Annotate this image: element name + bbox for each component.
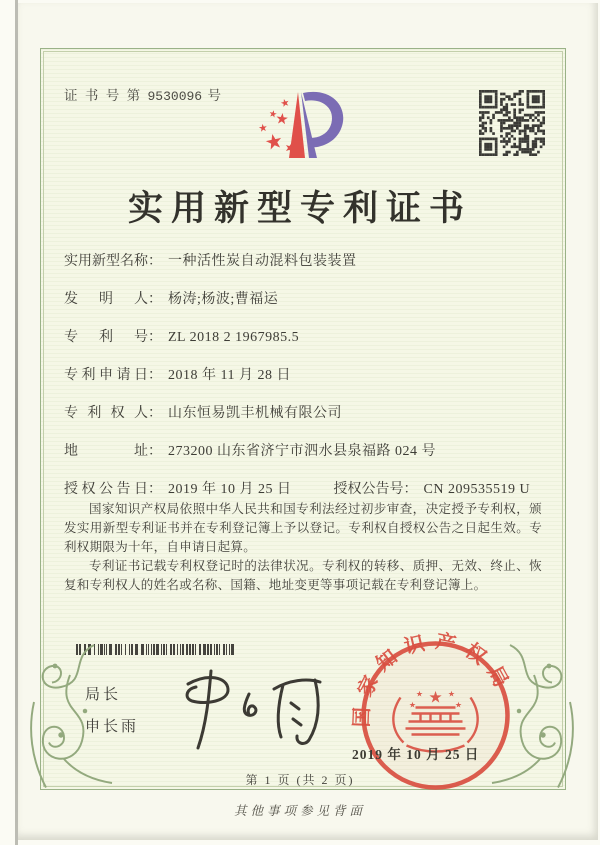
- field-patentee: [64, 402, 544, 425]
- field-utility-model-name: [64, 250, 544, 273]
- grant-number-pair: [334, 478, 531, 501]
- svg-text:★: ★: [454, 700, 463, 710]
- qr-code: [479, 90, 545, 156]
- field-address: [64, 440, 544, 463]
- seal-date: 2019 年 10 月 25 日: [352, 747, 480, 762]
- field-label: 专利权人: [64, 406, 148, 421]
- svg-text:★: ★: [408, 700, 417, 710]
- field-colon: ：: [148, 406, 162, 421]
- grant-announcement-row: [64, 478, 544, 501]
- grant-number-value: CN 209535519 U: [423, 482, 531, 497]
- field-value: 273200 山东省济宁市泗水县泉福路 024 号: [168, 444, 436, 459]
- svg-text:★: ★: [415, 689, 424, 699]
- signer-role: 局长: [85, 687, 122, 703]
- certificate-title: 实用新型专利证书: [127, 189, 472, 228]
- cnipa-logo-icon: [252, 76, 367, 170]
- field-value: 2018 年 11 月 28 日: [168, 368, 291, 383]
- certificate-number-line: [64, 84, 223, 104]
- legal-text: [64, 500, 542, 595]
- back-side-note: 其他事项参见背面: [233, 804, 366, 818]
- grant-date-label: 授权公告日: [64, 482, 148, 497]
- field-label: 专利号: [64, 330, 148, 345]
- field-colon: ：: [148, 368, 162, 383]
- certificate-number-prefix: 证 书 号 第: [64, 88, 143, 103]
- field-inventors: [64, 288, 544, 311]
- field-value: 山东恒易凯丰机械有限公司: [168, 406, 342, 421]
- field-colon: ：: [148, 292, 162, 307]
- grant-date-pair: [64, 478, 292, 501]
- field-patent-number: [64, 326, 544, 349]
- field-label: 地址: [64, 444, 148, 459]
- field-label: 发明人: [64, 292, 148, 307]
- director-signature: [148, 664, 333, 764]
- corner-flourish-icon: [20, 642, 120, 792]
- field-label: 实用新型名称: [64, 254, 148, 269]
- field-filing-date: [64, 364, 544, 387]
- field-value: ZL 2018 2 1967985.5: [168, 330, 300, 345]
- field-colon: ：: [148, 254, 162, 269]
- field-colon: ：: [148, 330, 162, 345]
- field-value: 杨涛;杨波;曹福运: [168, 292, 279, 307]
- grant-number-label: 授权公告号: [333, 482, 404, 497]
- certificate-number-value: 9530096: [147, 89, 203, 104]
- legal-paragraph-2: 专利证书记载专利权登记时的法律状况。专利权的转移、质押、无效、终止、恢复和专利权人的姓名或名称、国籍、地址变更等事项记载在专利登记簿上。: [64, 559, 542, 592]
- corner-flourish-icon: [484, 642, 584, 792]
- page-indicator: 第 1 页 (共 2 页): [245, 773, 355, 787]
- field-colon: ：: [148, 444, 162, 459]
- signer-name: 申长雨: [85, 719, 140, 735]
- legal-paragraph-1: 国家知识产权局依照中华人民共和国专利法经过初步审查，决定授予专利权，颁发实用新型专利证书并在专利登记簿上予以登记。专利权自授权公告之日起生效。专利权期限为十年，自申请日起算。: [64, 502, 542, 554]
- certificate-fields: [64, 250, 544, 501]
- svg-text:★: ★: [447, 689, 456, 699]
- grant-date-value: 2019 年 10 月 25 日: [168, 482, 292, 497]
- field-label: 专利申请日: [64, 368, 148, 383]
- certificate-number-suffix: 号: [207, 88, 223, 103]
- svg-text:★: ★: [428, 689, 443, 707]
- seal-ring-text: 国家知识产权局: [350, 630, 517, 728]
- field-colon: ：: [403, 482, 418, 497]
- field-colon: ：: [148, 482, 162, 497]
- field-value: 一种活性炭自动混料包装装置: [168, 254, 357, 269]
- scan-edge-artifact: [15, 0, 18, 845]
